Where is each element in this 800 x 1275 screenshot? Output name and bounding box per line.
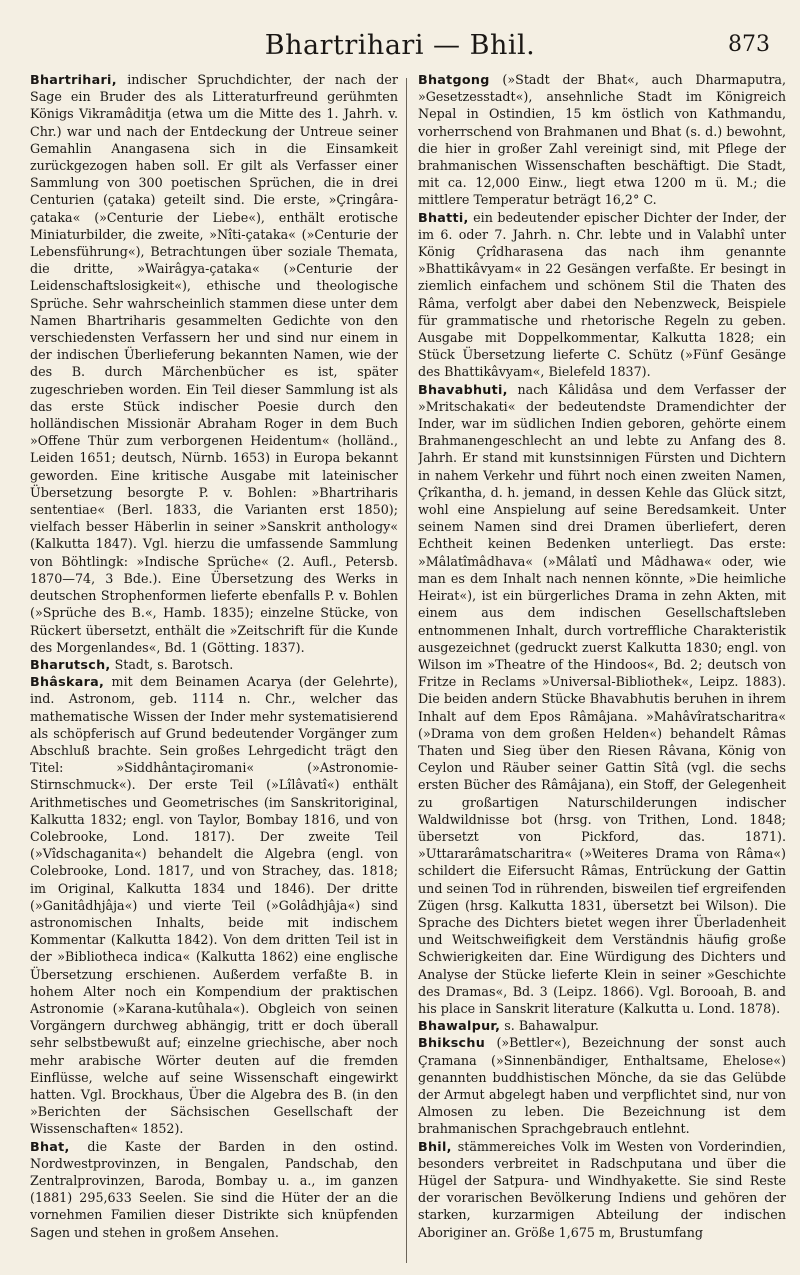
entry-bhavabhuti: [418, 381, 786, 1018]
entry-headword: Bhawalpur,: [418, 1018, 501, 1034]
running-title: Bhartrihari — Bhil.: [264, 30, 536, 61]
entry-text: mit dem Beinamen Acarya (der Gelehrte), ind. Astronom, geb. 1114 n. Chr., welcher das mathematische Wissen der Inder mehr systematisierend als schöpferisch auf Grund bedeutender Vorgänger zum Abschluß brachte. Sein großes Lehrgedicht trägt den Titel: »Siddhântaçiromani« (»Astronomie-Stirnschmuck«). Der erste Teil (»Lîlâvatî«) enthält Arithmetisches und Geometrisches (im Sanskritoriginal, Kalkutta 1832; engl. von Taylor, Bombay 1816, und von Colebrooke, Lond. 1817). Der zweite Teil (»Vîdschaganita«) behandelt die Algebra (engl. von Colebrooke, Lond. 1817, und von Strachey, das. 1818; im Original, Kalkutta 1834 und 1846). Der dritte (»Ganitâdhjâja«) und vierte Teil (»Golâdhjâja«) sind astronomischen Inhalts, beide mit indischem Kommentar (Kalkutta 1842). Von dem dritten Teil ist in der »Bibliotheca indica« (Kalkutta 1862) eine englische Übersetzung erschienen. Außerdem verfaßte B. in hohem Alter noch ein Kompendium der praktischen Astronomie (»Karana-kutûhala«). Obgleich von seinen Vorgängern durchweg abhängig, tritt er doch überall sehr selbstbewußt auf; einzelne griechische, aber noch mehr arabische Wörter deuten auf die fremden Einflüsse, welche auf seine Wissenschaft eingewirkt hatten. Vgl. Brockhaus, Über die Algebra des B. (in den »Berichten der Sächsischen Gesellschaft der Wissenschaften« 1852).: [30, 674, 398, 1137]
left-column: [30, 71, 398, 1267]
page-header: [0, 0, 800, 62]
entry-bhartrihari: [30, 71, 398, 656]
column-divider: [406, 78, 407, 1263]
entry-bhil: [418, 1138, 786, 1241]
entry-headword: Bhavabhuti,: [418, 381, 508, 397]
entry-headword: Bhatgong: [418, 72, 490, 87]
entry-text: ein bedeutender epischer Dichter der Inder, der im 6. oder 7. Jahrh. n. Chr. lebte und in Valabhî unter König Çrîdharasena das nach ihm genannte »Bhattikâvyam« in 22 Gesängen verfaßte. Er besingt in ziemlich einfachem und schönem Stil die Thaten des Râma, verfolgt aber dabei den Nebenzweck, Beispiele für grammatische und rhetorische Regeln zu geben. Ausgabe mit Doppelkommentar, Kalkutta 1828; ein Stück Übersetzung lieferte C. Schütz (»Fünf Gesänge des Bhattikâvyam«, Bielefeld 1837).: [418, 209, 786, 380]
entry-headword: Bhartrihari,: [30, 72, 117, 87]
entry-text: indischer Spruchdichter, der nach der Sage ein Bruder des als Litteraturfreund gerühmten Königs Vikramâditja (etwa um die Mitte des 1. Jahrh. v. Chr.) war und nach der Entdeckung der Untreue seiner Gemahlin Anangasena sich in die Einsamkeit zurückgezogen haben soll. Er gilt als Verfasser einer Sammlung von 300 poetischen Sprüchen, die in drei Centurien (çataka) geteilt sind. Die erste, »Çringâra-çataka« (»Centurie der Liebe«), enthält erotische Miniaturbilder, die zweite, »Nîti-çataka« (»Centurie der Lebensführung«), Betrachtungen über soziale Themata, die dritte, »Wairâgya-çataka« (»Centurie der Leidenschaftslosigkeit«), ethische und theologische Sprüche. Sehr wahrscheinlich stammen diese unter dem Namen Bhartriharis gesammelten Gedichte von den verschiedensten Verfassern her und sind nur einem in der indischen Überlieferung bekannten Namen, wie der des B. durch Märchenbücher es ist, später zugeschrieben worden. Ein Teil dieser Sammlung ist als das erste Stück indischer Poesie durch den holländischen Missionär Abraham Roger in dem Buch »Offene Thür zum verborgenen Heidentum« (holländ., Leiden 1651; deutsch, Nürnb. 1653) in Europa bekannt geworden. Eine kritische Ausgabe mit lateinischer Übersetzung besorgte P. v. Bohlen: »Bhartriharis sententiae« (Berl. 1833, die Varianten erst 1850); vielfach besser Häberlin in seiner »Sanskrit anthology« (Kalkutta 1847). Vgl. hierzu die umfassende Sammlung von Böhtlingk: »Indische Sprüche« (2. Aufl., Petersb. 1870—74, 3 Bde.). Eine Übersetzung des Werks in deutschen Strophenformen lieferte ebenfalls P. v. Bohlen (»Sprüche des B.«, Hamb. 1835); einzelne Stücke, von Rückert übersetzt, enthält die »Zeitschrift für die Kunde des Morgenlandes«, Bd. 1 (Götting. 1837).: [30, 72, 398, 655]
entry-headword: Bhatti,: [418, 209, 469, 225]
entry-headword: Bhat,: [30, 1138, 70, 1154]
entry-bhatti: [418, 209, 786, 381]
entry-text: (»Bettler«), Bezeichnung der sonst auch Çramana (»Sinnenbändiger, Enthaltsame, Ehelose«) genannten buddhistischen Mönche, da sie das Gelübde der Armut abgelegt haben und verpflichtet sind, nur von Almosen zu leben. Die Bezeichnung ist dem brahmanischen Sprachgebrauch entlehnt.: [418, 1035, 786, 1137]
entry-headword: Bhâskara,: [30, 674, 105, 690]
entry-bharutsch: [30, 656, 398, 673]
entry-headword: Bhikschu: [418, 1035, 486, 1051]
entry-bhatgong: [418, 71, 786, 209]
entry-headword: Bharutsch,: [30, 656, 111, 672]
entry-text: nach Kâlidâsa und dem Verfasser der »Mritschakati« der bedeutendste Dramendichter der Inder, war im südlichen Indien geboren, gehörte einem Brahmanengeschlecht an und lebte zu Anfang des 8. Jahrh. Er stand mit kunstsinnigen Fürsten und Dichtern in nahem Verkehr und führt noch einen zweiten Namen, Çrîkantha, d. h. jemand, in dessen Kehle das Glück sitzt, wohl eine Anspielung auf seine Beredsamkeit. Unter seinem Namen sind drei Dramen überliefert, deren Echtheit keinen Bedenken unterliegt. Das erste: »Mâlatîmâdhava« (»Mâlatî und Mâdhawa« oder, wie man es dem Inhalt nach nennen könnte, »Die heimliche Heirat«), ist ein bürgerliches Drama in zehn Akten, mit einem aus dem indischen Gesellschaftsleben entnommenen Inhalt, durch vortreffliche Charakteristik ausgezeichnet (gedruckt zuerst Kalkutta 1830; engl. von Wilson im »Theatre of the Hindoos«, Bd. 2; deutsch von Fritze in Reclams »Universal-Bibliothek«, Leipz. 1883). Die beiden andern Stücke Bhavabhutis beruhen in ihrem Inhalt auf dem Epos Râmâjana. »Mahâvîratscharitra« (»Drama von dem großen Helden«) behandelt Râmas Thaten und Sieg über den Riesen Râvana, König von Ceylon und Räuber seiner Gattin Sîtâ (vgl. die sechs ersten Bücher des Râmâjana), ein Stoff, der Gelegenheit zu großartigen Naturschilderungen indischer Waldwildnisse bot (hrsg. von Trithen, Lond. 1848; übersetzt von Pickford, das. 1871). »Uttararâmatscharitra« (»Weiteres Drama von Râma«) schildert die Eifersucht Râmas, Entrückung der Gattin und seinen Tod in rührenden, bisweilen tief ergreifenden Zügen (hrsg. Kalkutta 1831, übersetzt bei Wilson). Die Sprache des Dichters bietet wegen ihrer Überladenheit und Weitschweifigkeit dem Verständnis häufig große Schwierigkeiten dar. Eine Würdigung des Dichters und Analyse der Stücke lieferte Klein in seiner »Geschichte des Dramas«, Bd. 3 (Leipz. 1866). Vgl. Borooah, B. and his place in Sanskrit literature (Kalkutta u. Lond. 1878).: [418, 381, 786, 1016]
entry-text: die Kaste der Barden in den ostind. Nordwestprovinzen, in Bengalen, Pandschab, den Zentralprovinzen, Baroda, Bombay u. a., im ganzen (1881) 295,633 Seelen. Sie sind die Hüter der an die vornehmen Familien dieser Distrikte sich knüpfenden Sagen und stehen in großem Ansehen.: [30, 1138, 398, 1240]
entry-text: (»Stadt der Bhat«, auch Dharmaputra, »Gesetzesstadt«), ansehnliche Stadt im Königreich Nepal in Ostindien, 15 km östlich von Kathmandu, vorherrschend von Brahmanen und Bhat (s. d.) bewohnt, die hier in großer Zahl vereinigt sind, mit Pflege der brahmanischen Wissenschaften beschäftigt. Die Stadt, mit ca. 12,000 Einw., liegt etwa 1200 m ü. M.; die mittlere Temperatur beträgt 16,2° C.: [418, 72, 786, 208]
entry-bhikschu: [418, 1034, 786, 1137]
entry-text: s. Bahawalpur.: [500, 1018, 599, 1034]
entry-text: stämmereiches Volk im Westen von Vorderindien, besonders verbreitet in Radschputana und über die Hügel der Satpura- und Windhyakette. Sie sind Reste der vorarischen Bevölkerung Indiens und gehören der starken, kurzarmigen Abteilung der indischen Aboriginer an. Größe 1,675 m, Brustumfang: [418, 1138, 786, 1240]
entry-headword: Bhil,: [418, 1138, 452, 1154]
entry-bhat: [30, 1138, 398, 1241]
page-number: 873: [728, 32, 770, 57]
right-column: [418, 71, 786, 1267]
entry-text: Stadt, s. Barotsch.: [110, 656, 234, 672]
entry-bhaskara: [30, 673, 398, 1137]
entry-bhawalpur: [418, 1017, 786, 1034]
